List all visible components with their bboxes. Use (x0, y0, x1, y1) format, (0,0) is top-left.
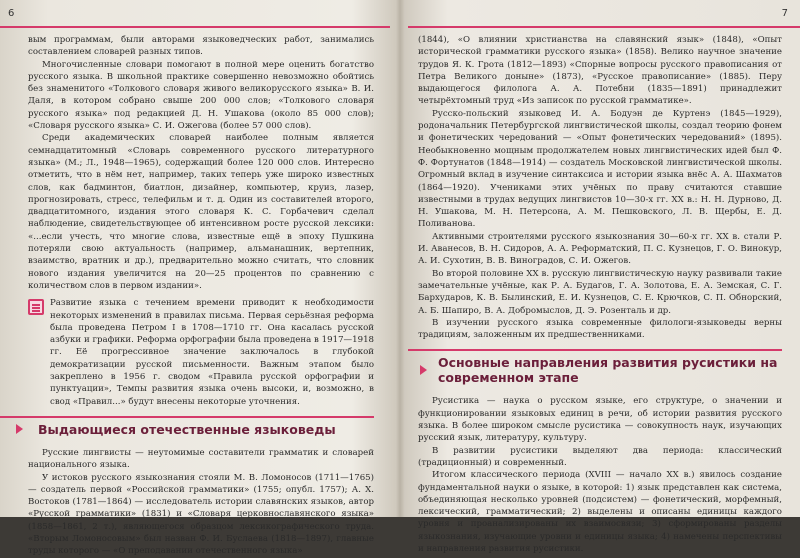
right-page (402, 0, 800, 554)
paragraph: (1844), «О влиянии христианства на славянский язык» (1848), «Опыт исторической грамматики русского языка» (1858). Велико научное значение трудов Я. К. Грота (1812—1893) «Спорные вопросы русского правописания от Петра Великого доныне» (1873), «Русское правописание» (1885). Перу выдающегося филолога А. А. Потебни (1835—1891) принадлежит четырёхтомный труд «Из записок по русской грамматике». (418, 35, 782, 107)
paragraph: Во второй половине XX в. русскую лингвистическую науку развивали такие замечательные учёные, как Р. А. Будагов, Г. А. Золотова, Е. А. Земская, С. Г. Бархударов, К. В. Былинский, Е. И. Кузнецов, С. Е. Крючков, С. П. Обнорский, А. Б. Шапиро, В. А. Добромыслов, Д. Э. Розенталь и др. (418, 268, 782, 316)
left-header-rule (0, 26, 390, 28)
right-text-column (418, 34, 782, 555)
paragraph: Многочисленные словари помогают в полной мере оценить богатство русского языка. В школьной практике совершенно невозможно обойтись без знаменитого «Толкового словаря живого великорусского языка» В. И. Даля, в котором собрано свыше 200 000 слов; «Толкового словаря русского языка» под редакцией Д. Н. Ушакова (около 85 000 слов); «Словаря русского языка» С. И. Ожегова (более 57 000 слов). (28, 59, 374, 132)
paragraph: Русско-польский языковед И. А. Бодуэн де Куртенэ (1845—1929), родоначальник Петербургской лингвистической школы, создал теорию фонем и фонетических чередований — «Опыт фонетических чередований» (1895). Необыкновенно мощным продолжателем новых лингвистических идей был Ф. Ф. Фортунатов (1848—1914) — создатель Московской лингвистической школы. Огромный вклад в изучение синтаксиса и истории языка внёс А. А. Шахматов (1864—1920). Учениками этих учёных по праву считаются ставшие известными в трудах ведущих лингвистов 10—30-х гг. XX в.: Н. Н. Дурново, Д. Н. Ушакова, М. Н. Петерсона, А. М. Пешковского, Л. В. Щербы, Е. Д. Поливанова. (418, 108, 782, 230)
triangle-arrow-icon (16, 424, 23, 434)
note-icon (28, 299, 44, 315)
right-page-number: 7 (781, 8, 788, 19)
section-heading-text: Выдающиеся отечественные языковеды (38, 421, 336, 437)
triangle-arrow-icon (420, 365, 427, 375)
paragraph: Среди академических словарей наиболее полным является семнадцатитомный «Словарь современного русского литературного языка» (М.; Л., 1948—1965), содержащий более 120 000 слов. Интересно отметить, что в нём нет, например, таких теперь уже широко известных слов, как бадминтон, биатлон, дизайнер, компьютер, круиз, лазер, прогнозировать, стресс, телефильм и т. д. Один из составителей второго, двадцатитомного, издания этого словаря К. С. Горбачевич сделал наблюдение, свидетельствующее об интенсивном росте русской лексики: «...если учесть, что многие слова, известные ещё в эпоху Пушкина потеряли свою актуальность (например, альманашник, вертепник, взаимство, вратник и др.), предварительно можно считать, что словник нового издания увеличится на 20—25 процентов по сравнению с количеством слов в первом издании». (28, 133, 374, 291)
paragraph: Итогом классического периода (XVIII — начало XX в.) явилось создание фундаментальной науки о языке, в которой: 1) язык представлен как система, объединяющая несколько уровней (подсистем) — фонетический, морфемный, лексический, грамматический; 2) выделены и описаны единицы каждого уровня и проанализированы их взаимосвязи; 3) сформированы разделы языкознания, изучающие уровни и единицы языка; 4) намечены перспективы и направления развития русистики. (418, 470, 782, 554)
right-header-rule (408, 26, 800, 28)
paragraph: В развитии русистики выделяют два периода: классический (традиционный) и современный. (418, 445, 782, 468)
section-heading-linguists (0, 416, 374, 441)
paragraph: У истоков русского языкознания стояли М. В. Ломоносов (1711—1765) — создатель первой «Российской грамматики» (1755; опубл. 1757); А. Х. Востоков (1781—1864) — исследователь истории славянских языков, автор «Русской грамматики» (1831) и «Словаря церковнославянского языка» (1858—1861, 2 т.), являющегося образцом лексикографического труда. «Вторым Ломоносовым» был назван Ф. И. Буслаева (1818—1897), главные труды которого — «О преподавании отечественного языка» (28, 472, 374, 557)
paragraph: Русистика — наука о русском языке, его структуре, о значении и функционировании языковых единиц в речи, об истории развития русского языка. В более широком смысле русистика — совокупность наук, изучающих русский язык, литературу, культуру. (418, 396, 782, 444)
section-heading-text: Основные направления развития русистики на современном этапе (438, 355, 778, 386)
left-text-column (28, 34, 374, 558)
orthography-note-block (28, 297, 374, 408)
paragraph: Активными строителями русского языкознания 30—60-х гг. XX в. стали Р. И. Аванесов, В. Н. Сидоров, А. А. Реформатский, П. С. Кузнецов, Г. О. Винокур, А. И. Сухотин, В. В. Виноградов, С. И. Ожегов. (418, 231, 782, 267)
paragraph: вым программам, были авторами языковедческих работ, занимались составлением словарей разных типов. (28, 35, 374, 58)
left-page (0, 0, 398, 557)
left-page-number: 6 (8, 8, 15, 19)
paragraph: Русские лингвисты — неутомимые составители грамматик и словарей национального языка. (28, 447, 374, 471)
note-paragraph: Развитие языка с течением времени приводит к необходимости некоторых изменений в правилах письма. Первая серьёзная реформа была проведена Петром I в 1708—1710 гг. Она касалась русской азбуки и графики. Реформа орфографии была проведена в 1917—1918 гг. Её прогрессивное значение заключалось в глубокой демократизации русской письменности. Важным этапом было закреплено в 1956 г. сводом «Правила русской орфографии и пунктуации», Темпы развития языка очень высоки, и, возможно, в свод «Правил...» будут внесены некоторые уточнения. (50, 298, 374, 407)
section-heading-rusistics (408, 349, 782, 389)
paragraph: В изучении русского языка современные филологи-языковеды верны традициям, заложенным их предшественниками. (418, 317, 782, 341)
